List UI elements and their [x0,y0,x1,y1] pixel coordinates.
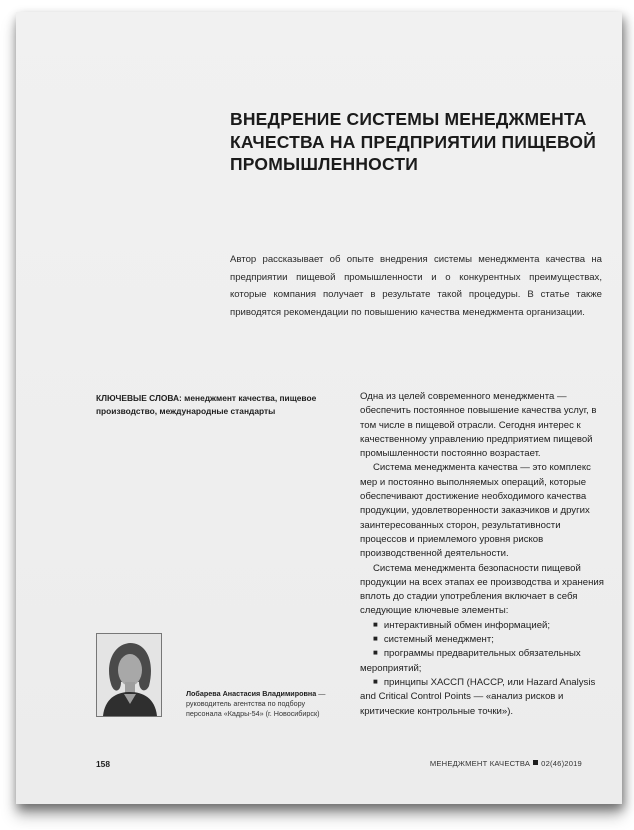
page-number: 158 [96,759,110,769]
bullet-item-2: ■ системный менеджмент; [360,633,605,647]
article-abstract: Автор рассказывает об опыте внедрения системы менеджмента качества на предприятии пищевой промышленности и о конкурентных преимуществах, которые компания получает в результате такой процедуры. В статье также приводятся рекомендации по повышению качества менеджмента организации. [230,254,602,318]
author-name: Лобарева Анастасия Владимировна [186,689,317,698]
keywords-label: КЛЮЧЕВЫЕ СЛОВА: [96,393,182,403]
author-photo [96,633,162,717]
journal-footer [430,759,582,768]
author-info [186,689,336,719]
keywords-text: менеджмент качества, пищевое производство, международные стандарты [96,393,317,416]
bullet-item-4: ■ принципы ХАССП (HACCP, или Hazard Analysis and Critical Control Points — «анализ рисков и критические контрольные точки»). [360,676,605,719]
author-portrait-icon [97,634,161,716]
keywords-block [96,392,340,417]
journal-issue: 02(46)2019 [541,759,582,768]
bullet-item-3: ■ программы предварительных обязательных мероприятий; [360,647,605,676]
article-title: ВНЕДРЕНИЕ СИСТЕМЫ МЕНЕДЖМЕНТА КАЧЕСТВА НА ПРЕДПРИЯТИИ ПИЩЕВОЙ ПРОМЫШЛЕННОСТИ [230,109,597,174]
journal-page [16,12,622,804]
author-description: — руководитель агентства по подбору персонала «Кадры-54» (г. Новосибирск) [186,689,326,718]
bullet-item-1: ■ интерактивный обмен информацией; [360,619,605,633]
separator-square-icon [533,760,538,765]
body-paragraph-3: Система менеджмента безопасности пищевой продукции на всех этапах ее производства и хранения вплоть до стадии употребления включает в себя следующие ключевые элементы: [360,562,604,617]
body-paragraph-2: Система менеджмента качества — это комплекс мер и постоянно выполняемых операций, которые обеспечивают достижение необходимого качества продукции, удовлетворенности заказчиков и других заинтересованных сторон, результативности процессов и приемлемого уровня рисков производственной деятельности. [360,462,591,560]
body-paragraph-1: Одна из целей современного менеджмента — обеспечить постоянное повышение качества услуг, в том числе в пищевой отрасли. Сегодня интерес к качественному управлению предприятием пищевой промышленности постоянно возрастает. [360,391,597,460]
journal-name: МЕНЕДЖМЕНТ КАЧЕСТВА [429,759,531,768]
article-body [360,390,605,719]
